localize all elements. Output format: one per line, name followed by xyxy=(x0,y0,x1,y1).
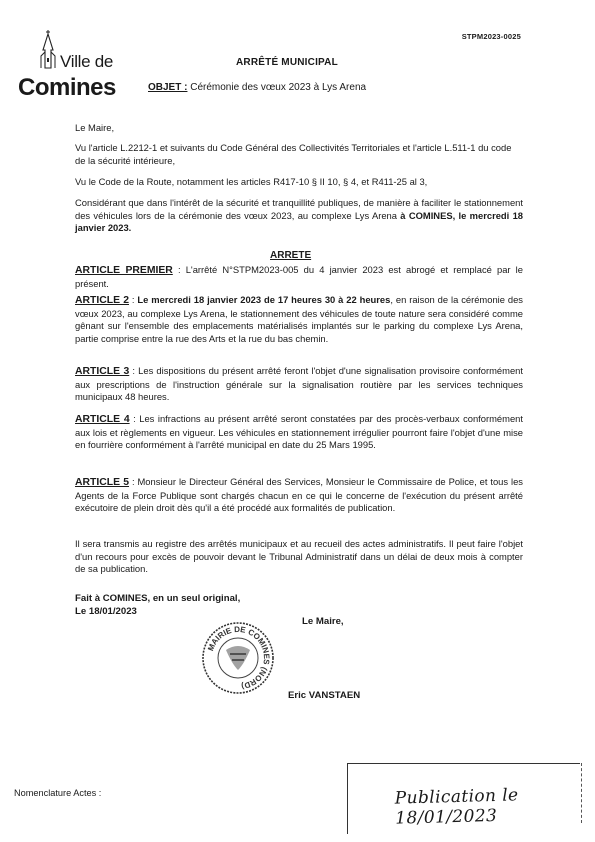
logo-comines-text: Comines xyxy=(18,74,116,101)
article-2-text: , en raison de la cérémonie des vœux 2023, au complexe Lys Arena, le stationnement des véhicules de toute nature sera considéré comme gênant sur l'ensemble des emplacements matérialisés implantés sur le parking du complexe Lys Arena, partie comprise entre la rue des Arts et la rue du bas chemin. xyxy=(75,294,523,344)
stamp-lettering: MAIRIE DE COMINES (NORD) xyxy=(206,624,272,691)
considerant-paragraph xyxy=(75,197,523,235)
article-5 xyxy=(75,476,523,515)
signatory-name: Eric VANSTAEN xyxy=(288,690,361,701)
signature-date: Le 18/01/2023 xyxy=(75,606,137,617)
logo-ville-text: Ville de xyxy=(60,52,114,71)
objet-label: OBJET : xyxy=(148,82,188,93)
article-3 xyxy=(75,365,523,404)
article-4-text: : Les infractions au présent arrêté seront constatées par des procès-verbaux conformément aux lois et règlements en vigueur. Les véhicules en stationnement irrégulier pourront faire l'objet d'une mise en fourrière conformément à l'arrêté municipal en date du 25 Mars 1995. xyxy=(75,413,523,451)
article-2-date: Le mercredi 18 janvier 2023 de 17 heures 30 à 22 heures xyxy=(137,294,391,305)
article-2 xyxy=(75,294,523,345)
arrete-heading: ARRETE xyxy=(270,250,312,261)
article-5-text: : Monsieur le Directeur Général des Services, Monsieur le Commissaire de Police, et tous les Agents de la Force Publique sont chargés chacun en ce qui le concerne de l'exécution du présent arrêté exécutoire de plein droit dès qu'il a été procédé aux formalités de publication. xyxy=(75,476,523,514)
mairie-stamp xyxy=(200,620,276,696)
signature-place-date xyxy=(75,592,240,618)
transmission-paragraph: Il sera transmis au registre des arrêtés municipaux et au recueil des actes administratifs. Il peut faire l'objet d'un recours pour excès de pouvoir devant le Tribunal Administratif dans un délai de deux mois à compter de sa publication. xyxy=(75,538,523,575)
vu-paragraph-2: Vu le Code de la Route, notamment les articles R417-10 § II 10, § 4, et R411-25 al 3, xyxy=(75,176,428,187)
article-1-text: : L'arrêté N°STPM2023-005 du 4 janvier 2023 est abrogé et remplacé par le présent. xyxy=(75,264,523,289)
considerant-text: Considérant que dans l'intérêt de la sécurité et tranquillité publiques, de manière à faciliter le stationnement des véhicules lors de la cérémonie des vœux 2023, au complexe Lys Arena xyxy=(75,197,523,221)
article-1-label: ARTICLE PREMIER xyxy=(75,265,173,276)
article-2-colon: : xyxy=(129,294,138,305)
maire-intro: Le Maire, xyxy=(75,122,115,133)
article-2-label: ARTICLE 2 xyxy=(75,295,129,306)
church-spire-icon xyxy=(36,30,60,76)
objet-text: Cérémonie des vœux 2023 à Lys Arena xyxy=(187,82,367,93)
city-logo xyxy=(18,30,130,100)
document-reference: STPM2023-0025 xyxy=(461,32,521,41)
article-1 xyxy=(75,264,523,290)
handwritten-publication-note: Publication le 18/01/2023 xyxy=(394,785,519,829)
document-title: ARRÊTÉ MUNICIPAL xyxy=(236,57,338,68)
article-3-text: : Les dispositions du présent arrêté feront l'objet d'une signalisation provisoire conformément aux prescriptions de l'instruction générale sur la signalisation routière par les services techniques municipaux 48 heures. xyxy=(75,365,523,403)
vu-paragraph-1: Vu l'article L.2212-1 et suivants du Code Général des Collectivités Territoriales et l'article L.511-1 du code de la sécurité intérieure, xyxy=(75,142,512,166)
signatory-title: Le Maire, xyxy=(302,616,344,627)
fait-a-line: Fait à COMINES, en un seul original, xyxy=(75,593,241,604)
article-4-label: ARTICLE 4 xyxy=(75,414,130,425)
article-3-label: ARTICLE 3 xyxy=(75,366,130,377)
article-5-label: ARTICLE 5 xyxy=(75,477,130,488)
considerant-date: à COMINES, le mercredi 18 janvier 2023. xyxy=(75,209,524,234)
objet-line xyxy=(148,82,366,93)
nomenclature-label: Nomenclature Actes : xyxy=(14,788,102,798)
article-4 xyxy=(75,413,523,452)
